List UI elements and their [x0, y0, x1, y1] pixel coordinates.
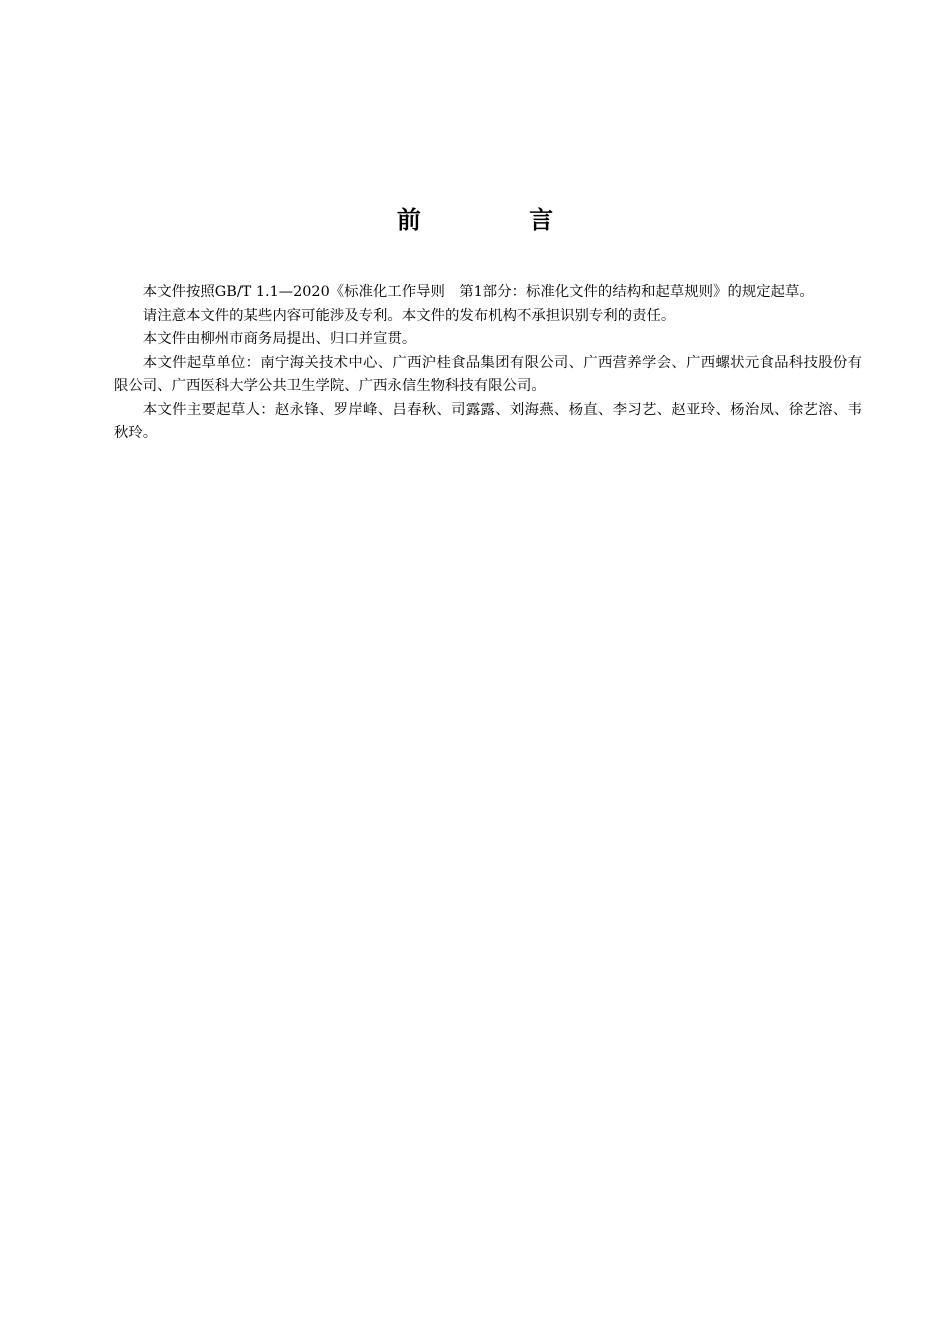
paragraph-patent-notice: 请注意本文件的某些内容可能涉及专利。本文件的发布机构不承担识别专利的责任。: [142, 307, 676, 324]
paragraph-drafting-units: 本文件起草单位：南宁海关技术中心、广西沪桂食品集团有限公司、广西营养学会、广西螺状元食品科技股份有限公司、广西医科大学公共卫生学院、广西永信生物科技有限公司。: [114, 354, 862, 394]
paragraph-proposer: 本文件由柳州市商务局提出、归口并宣贯。: [142, 331, 417, 347]
page-title: 前 言: [396, 206, 604, 234]
foreword-body: [114, 281, 862, 446]
paragraph-drafters: 本文件主要起草人：赵永锋、罗岸峰、吕春秋、司露露、刘海燕、杨直、李习艺、赵亚玲、杨治凤、徐艺溶、韦秋玲。: [114, 401, 862, 441]
paragraph-drafting-rules: 本文件按照GB/T 1.1—2020《标准化工作导则 第1部分：标准化文件的结构和起草规则》的规定起草。: [142, 284, 814, 300]
